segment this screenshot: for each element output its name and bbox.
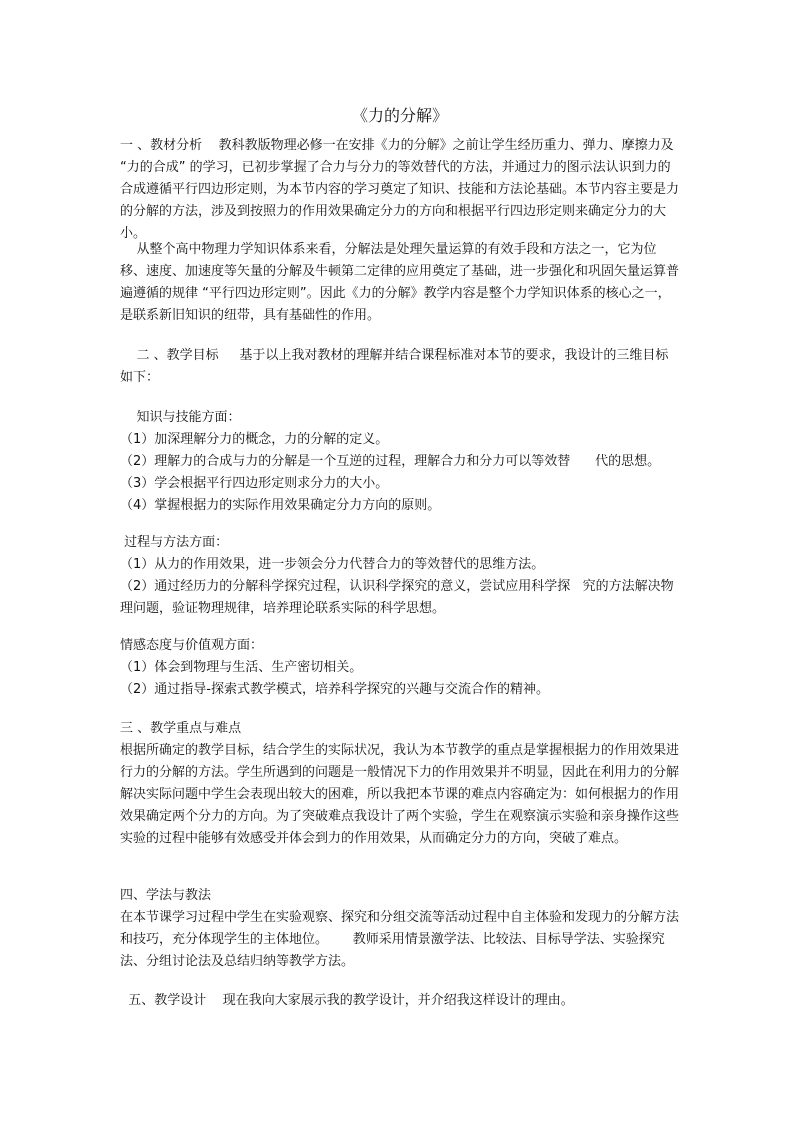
textbook-analysis-paragraph-2: 从整个高中物理力学知识体系来看，分解法是处理矢量运算的有效手段和方法之一，它为位移、速度、加速度等矢量的分解及牛顿第二定律的应用奠定了基础，进一步强化和巩固矢量运算普遍遵循的规律 “平行四边形定则”。因此《力的分解》教学内容是整个力学知识体系的核心之一，是联系新旧知识的纽带，具有基础性的作用。 [120,242,680,323]
key-points-body: 根据所确定的教学目标，结合学生的实际状况，我认为本节教学的重点是掌握根据力的作用效果进行力的分解的方法。学生所遇到的问题是一般情况下力的作用效果并不明显，因此在利用力的分解解决实际问题中学生会表现出较大的困难，所以我把本节课的难点内容确定为：如何根据力的作用效果确定两个分力的方向。为了突破难点我设计了两个实验，学生在观察演示实验和亲身操作这些实验的过程中能够有效感受并体会到力的作用效果，从而确定分力的方向，突破了难点。 [120,743,680,846]
knowledge-skills-list: 知识与技能方面： （1）加深理解分力的概念，力的分解的定义。 （2）理解力的合成与力的分解是一个互逆的过程，理解合力和分力可以等效替 代的思想。 （3）学会根据平行四边形定则求分力的大小。 （4）掌握根据力的实际作用效果确定分力方向的原则。 [120,410,661,513]
teaching-goals-intro: 二 、教学目标 基于以上我对教材的理解并结合课程标准对本节的要求，我设计的三维目标如下： [120,348,669,385]
document-title: 《力的分解》 [351,106,448,125]
emotion-values-list: 情感态度与价值观方面： （1）体会到物理与生活、生产密切相关。 （2）通过指导-探索式教学模式，培养科学探究的兴趣与交流合作的精神。 [120,638,549,697]
study-teaching-methods-heading: 四、学法与教法 [120,888,212,903]
study-teaching-methods-body: 在本节课学习过程中学生在实验观察、探究和分组交流等活动过程中自主体验和发现力的分解方法和技巧，充分体现学生的主体地位。 教师采用情景激学法、比较法、目标导学法、实验探究法、分组讨论法及总结归纳等教学方法。 [120,910,680,969]
teaching-design-paragraph: 五、教学设计 现在我向大家展示我的教学设计，并介绍我这样设计的理由。 [120,993,574,1008]
process-methods-list: 过程与方法方面： （1）从力的作用效果，进一步领会分力代替合力的等效替代的思维方法。 （2）通过经历力的分解科学探究过程，认识科学探究的意义，尝试应用科学探 究的方法解决物理问题，验证物理规律，培养理论联系实际的科学思想。 [120,535,674,616]
key-points-heading: 三 、教学重点与难点 [120,721,242,736]
textbook-analysis-paragraph: 一 、教材分析 教科教版物理必修一在安排《力的分解》之前让学生经历重力、弹力、摩擦力及 “力的合成” 的学习，已初步掌握了合力与分力的等效替代的方法，并通过力的图示法认识到力的合成遵循平行四边形定则，为本节内容的学习奠定了知识、技能和方法论基础。本节内容主要是力的分解的方法，涉及到按照力的作用效果确定分力的方向和根据平行四边形定则来确定分力的大小。 [120,138,680,241]
